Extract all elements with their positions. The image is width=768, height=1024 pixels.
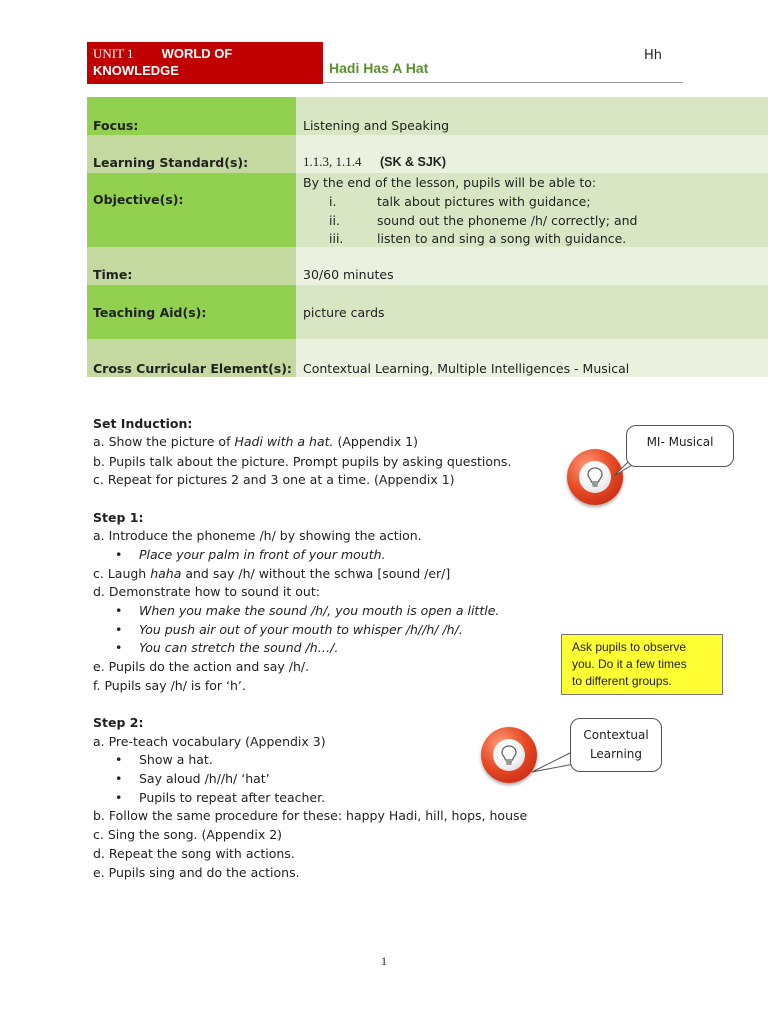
- step1-a-bullet: • Place your palm in front of your mouth.: [115, 547, 386, 562]
- objective-num: iii.: [329, 231, 344, 246]
- unit-banner: [87, 42, 323, 84]
- cross-curricular-row: [87, 339, 768, 377]
- letter-mark: Hh: [644, 48, 663, 63]
- objective-text: listen to and sing a song with guidance.: [377, 231, 627, 246]
- objective-num: ii.: [329, 213, 340, 228]
- set-induction-b: b. Pupils talk about the picture. Prompt pupils by asking questions.: [93, 454, 512, 469]
- step2-a-bullet: • Say aloud /h//h/ ‘hat’: [115, 771, 270, 786]
- step2-c: c. Sing the song. (Appendix 2): [93, 827, 283, 842]
- speech-tail: [528, 748, 576, 776]
- teaching-aids-row: [87, 285, 768, 339]
- teaching-aids-label: Teaching Aid(s):: [93, 305, 207, 320]
- header-divider: [323, 82, 683, 83]
- objectives-label: Objective(s):: [93, 192, 184, 207]
- focus-label: Focus:: [93, 118, 139, 133]
- page-number: 1: [381, 954, 387, 968]
- step1-d-bullet: • You push air out of your mouth to whisper /h//h/ /h/.: [115, 622, 463, 637]
- set-induction-c: c. Repeat for pictures 2 and 3 one at a time. (Appendix 1): [93, 472, 455, 487]
- step2-title: Step 2:: [93, 715, 144, 730]
- step1-d-bullet: • You can stretch the sound /h…/.: [115, 640, 339, 655]
- step1-f: f. Pupils say /h/ is for ‘h’.: [93, 678, 246, 693]
- focus-value: Listening and Speaking: [303, 118, 450, 133]
- unit-theme: WORLD OF KNOWLEDGE: [93, 46, 233, 78]
- cross-curricular-label: Cross Curricular Element(s):: [93, 361, 292, 376]
- step1-title: Step 1:: [93, 510, 144, 525]
- step2-a: a. Pre-teach vocabulary (Appendix 3): [93, 734, 326, 749]
- mi-musical-callout: MI- Musical: [626, 425, 734, 467]
- learning-standard-value: 1.1.3, 1.1.4: [303, 154, 362, 169]
- cross-curricular-value: Contextual Learning, Multiple Intelligences - Musical: [303, 361, 630, 376]
- step1-c: c. Laugh haha and say /h/ without the schwa [sound /er/]: [93, 566, 451, 581]
- objective-text: talk about pictures with guidance;: [377, 194, 591, 209]
- step1-d: d. Demonstrate how to sound it out:: [93, 584, 320, 599]
- set-induction-a: a. Show the picture of Hadi with a hat. (Appendix 1): [93, 434, 418, 449]
- time-value: 30/60 minutes: [303, 267, 394, 282]
- objective-text: sound out the phoneme /h/ correctly; and: [377, 213, 638, 228]
- step2-d: d. Repeat the song with actions.: [93, 846, 295, 861]
- step1-d-bullet: • When you make the sound /h/, you mouth is open a little.: [115, 603, 500, 618]
- step2-a-bullet: • Show a hat.: [115, 752, 213, 767]
- step2-a-bullet: • Pupils to repeat after teacher.: [115, 790, 326, 805]
- objective-num: i.: [329, 194, 337, 209]
- focus-row: [87, 97, 768, 135]
- objectives-intro: By the end of the lesson, pupils will be able to:: [303, 175, 597, 190]
- learning-standard-row: [87, 135, 768, 173]
- learning-standard-label: Learning Standard(s):: [93, 155, 249, 170]
- learning-standard-tag: (SK & SJK): [380, 155, 446, 169]
- teacher-note: Ask pupils to observe you. Do it a few times to different groups.: [561, 634, 723, 695]
- step2-b: b. Follow the same procedure for these: happy Hadi, hill, hops, house: [93, 808, 528, 823]
- step1-e: e. Pupils do the action and say /h/.: [93, 659, 310, 674]
- time-label: Time:: [93, 267, 133, 282]
- time-row: [87, 247, 768, 285]
- set-induction-title: Set Induction:: [93, 416, 193, 431]
- objectives-row: [87, 173, 768, 247]
- step1-a: a. Introduce the phoneme /h/ by showing the action.: [93, 528, 422, 543]
- contextual-learning-callout: Contextual Learning: [570, 718, 662, 772]
- unit-number: UNIT 1: [93, 46, 134, 61]
- step2-e: e. Pupils sing and do the actions.: [93, 865, 300, 880]
- teaching-aids-value: picture cards: [303, 305, 385, 320]
- lesson-title: Hadi Has A Hat: [329, 60, 429, 76]
